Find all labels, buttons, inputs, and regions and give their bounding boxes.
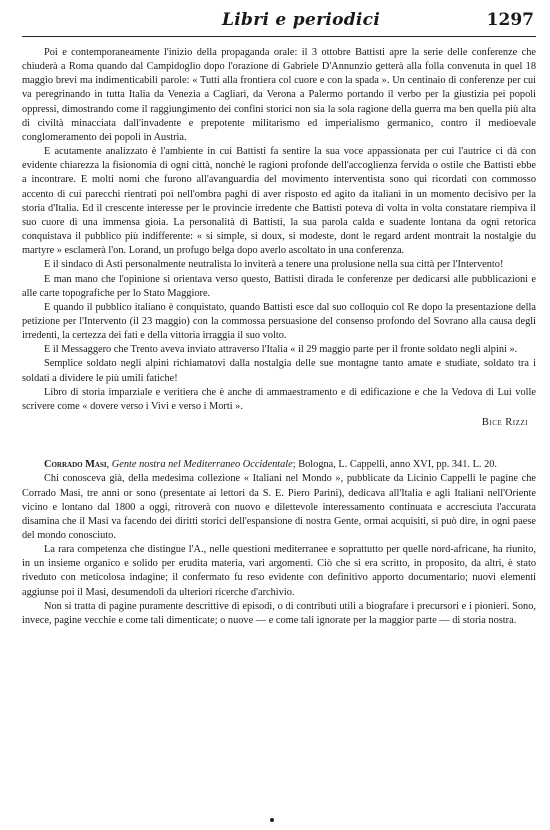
article-paragraph: Poi e contemporaneamente l'inizio della propaganda orale: il 3 ottobre Battisti apre la serie delle conferenze che chiuderà a Roma quando dal Campidoglio dopo l'orazione di Gabriele D'Annunzio getterà alla folla convenuta in quel 18 maggio brevi ma indimenticabili parole: « Tutti alla frontiera col cuore e con la spada ». Un centinaio di conferenze per cui va peregrinando in tutta Italia da Venezia a Cagliari, da Verona a Palermo portando il verbo per la giustizia pei popoli oppressi, dimostrando come il raggiungimento dei confini storici non sia la sola ragione della guerra ma ben quella più alta di civiltà minacciata dall'invadente e prepotente militarismo ed imperialismo germanico, contro il medioevale conglomeramento dei popoli in Austria. [22,47,536,143]
review-book-title: Gente nostra nel Mediterraneo Occidentale [111,459,293,471]
page-dot-mark [270,818,274,822]
article-paragraph: E acutamente analizzato è l'ambiente in cui Battisti fa sentire la sua voce appassionata per cui l'autrice ci dà con evidente chiarezza la fisionomia di ogni città, nonchè le ragioni profonde dell'accoglienza fervida o ostile che Battisti ebbe a incontrare. E molti nomi che furono all'avanguardia del movimento interventista sono qui ricordati con commosso accento di cui parecchi rientrati poi nell'ombra paghi di aver risposto ed agito da italiani in un momento decisivo per la storia d'Italia. Ed il crescente interesse per le provincie irredente che Battisti poteva di volta in volta constatare riempiva il suo cuore di una immensa gioia. La personalità di Battisti, la sua parola calda e suadente lontana da ogni retorica conquistava il pubblico più indifferente: « si simple, si doux, si modeste, dont le regard ardent montrait la nostalgie du martyre » esclamerà l'on. Lorand, un profugo belga dopo averlo ascoltato in una conferenza. [22,146,536,257]
article-paragraph: E man mano che l'opinione si orientava verso questo, Battisti dirada le conferenze per dedicarsi alle pubblicazioni e alle carte topografiche per lo Stato Maggiore. [22,273,536,299]
page-body [22,46,536,628]
review-paragraph: Non si tratta di pagine puramente descrittive di episodi, o di contributi utili a biografare i precursori e i pionieri. Sono, invece, pagine vecchie e come tali dimenticate; o nuove — e come tali ignorate per la maggior parte — di storia nostra. [22,600,536,626]
section-spacer [22,430,536,458]
review-heading: Corrado Masi, Gente nostra nel Mediterraneo Occidentale; Bologna, L. Cappelli, anno XVI, pp. 341. L. 20. [44,459,498,471]
page-header [22,8,536,37]
page-number: 1297 [486,10,534,30]
review-paragraph: La rara competenza che distingue l'A., nelle questioni mediterranee e soprattutto per quelle nord-africane, ha riunito, in un insieme organico e solido per erudita materia, vari argomenti. Ciò che si era scritto, in proposito, da altri, è stato riveduto con meticolosa indagine; il confermato fu reso evidente con definitivo apporto documentario; nuovi elementi aggiunse poi il Masi, desumendoli da ulteriori ricerche d'archivio. [22,544,536,598]
review-publication: ; Bologna, L. Cappelli, anno XVI, pp. 341. L. 20. [292,459,498,471]
article-paragraph: Libro di storia imparziale e veritiera che è anche di ammaestramento e di edificazione e che la Vedova di Lui volle scrivere come « dovere verso i Vivi e verso i Morti ». [22,386,536,412]
article-paragraph: Semplice soldato negli alpini richiamatovi dalla nostalgia delle sue montagne tanto amate e studiate, soldato tra i soldati a dividere le più umili fatiche! [22,358,536,384]
article-paragraph: E quando il pubblico italiano è conquistato, quando Battisti esce dal suo colloquio col Re dopo la presentazione della petizione per l'Intervento (il 23 maggio) con la commossa persuasione del consenso profondo del Sovrano alla causa degli irredenti, la certezza dei fati e della vittoria irraggia il suo volto. [22,301,536,342]
article-paragraph: E il Messaggero che Trento aveva inviato attraverso l'Italia « il 29 maggio parte per il fronte soldato negli alpini ». [44,344,518,356]
review-signature: Bice Rizzi [481,417,528,429]
article-paragraph: E il sindaco di Asti personalmente neutralista lo inviterà a tenere una prolusione nella sua città per l'Intervento! [44,259,504,271]
review-paragraph: Chi conosceva già, della medesima collezione « Italiani nel Mondo », pubblicate da Licinio Cappelli le pagine che Corrado Masi, tre anni or sono (presentate ai lettori da S. E. Piero Parini), dedicava all'Italia e agli Italiani nell'Oriente vicino e lontano dal 1800 a oggi, ritroverà con nuovo e dilettevole interessamento continuata e accresciuta l'accurata disamina che il Masi va facendo dei diritti storici dell'espansione di nostra Gente, ormai acquisiti, si può dire, in ogni paese del mondo conosciuto. [22,473,536,541]
review-author: Corrado Masi [44,459,107,471]
running-title: Libri e periodici [222,10,381,30]
